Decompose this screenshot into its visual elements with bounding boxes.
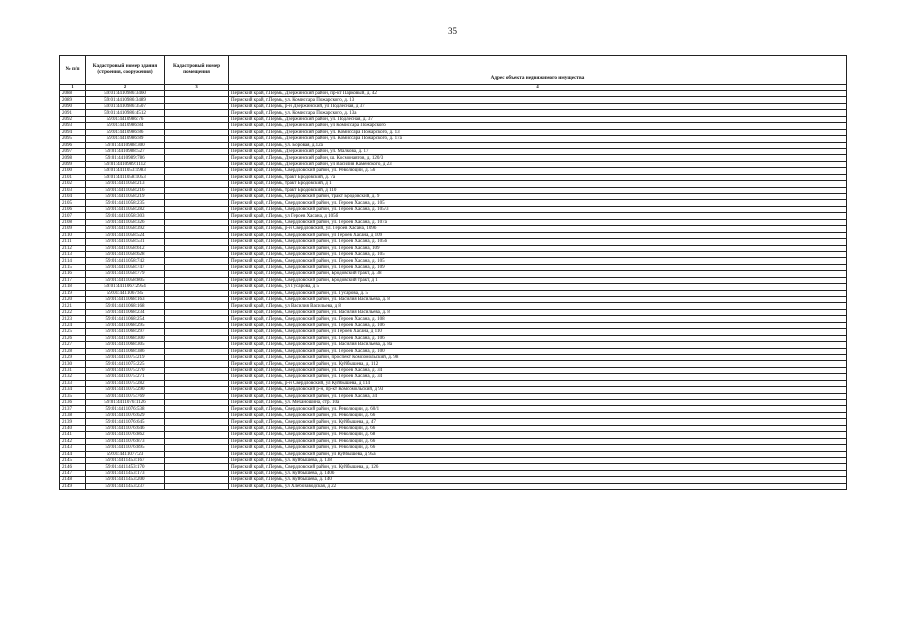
- cadastral-number: 59:01:4410986:86: [86, 129, 165, 135]
- cadastral-number: 59:01:4411068:297: [86, 329, 165, 335]
- cadastral-number: 59:01:4411058:303: [86, 213, 165, 219]
- address: Пермский край, г.Пермь, ул Хлебозаводская, д 22: [229, 483, 847, 489]
- address: Пермский край, г.Пермь, ул. Комиссара Пожарского, д. 13: [229, 97, 847, 103]
- cadastral-number: 59:01:4411058:805: [86, 277, 165, 283]
- cadastral-number: 59:01:4411058:326: [86, 219, 165, 225]
- address: Пермский край, г.Пермь, Свердловский район, ул. Героев Хасана, д. 105: [229, 258, 847, 264]
- row-number: 2130: [60, 361, 86, 367]
- cadastral-number: 59:01:4410986:3507: [86, 103, 165, 109]
- cadastral-number: 59:01:4411058:282: [86, 206, 165, 212]
- row-number: 2090: [60, 103, 86, 109]
- cadastral-number: 59:01:4411058:213: [86, 181, 165, 187]
- cadastral-number: 59:01:4411076:646: [86, 425, 165, 431]
- cadastral-number: 59:01:4410986:76: [86, 116, 165, 122]
- address: Пермский край, г.Пермь, Свердловский район, ул. Революции, д. 60/1: [229, 406, 847, 412]
- address: Пермский край, г.Пермь, Свердловский район, Бродовский тракт, д. 38: [229, 271, 847, 277]
- cadastral-number: 59:01:4411076:895: [86, 445, 165, 451]
- address: Пермский край, г.Пермь, Свердловский район, ул. Героев Хасана, д. 105/3: [229, 206, 847, 212]
- address: Пермский край, г.Пермь, Свердловский район, Бродовский тракт, д 1: [229, 277, 847, 283]
- address: Пермский край, г.Пермь, Свердловский район, ул. Василия Васильева, д. 8: [229, 297, 847, 303]
- cadastral-number: 59:01:4411058:742: [86, 258, 165, 264]
- cadastral-number: 59:01:4411067:2954: [86, 284, 165, 290]
- row-number: 2145: [60, 457, 86, 463]
- cadastral-number: 59:01:4411076:645: [86, 419, 165, 425]
- column-index: 2: [86, 85, 165, 91]
- cadastral-number: 59:01:4411453:170: [86, 464, 165, 470]
- address: Пермский край, г.Пермь, Свердловский район, ул. Героев Хасана, д. 108: [229, 316, 847, 322]
- cadastral-number: 59:01:4411076:862: [86, 432, 165, 438]
- cadastral-number: 59:01:4411058:392: [86, 226, 165, 232]
- row-number: 2098: [60, 155, 86, 161]
- address: Пермский край, г.Пермь, Свердловский район, ул Героев Хасана, д 110: [229, 329, 847, 335]
- address: Пермский край, г.Пермь, ул. Боровая, д.12а: [229, 142, 847, 148]
- address: Пермский край, г.Пермь, Свердловский район, ул. Революции, д. 56: [229, 168, 847, 174]
- cadastral-number: 59:01:4411076:1126: [86, 400, 165, 406]
- cadastral-number: 59:01:4410986:3460: [86, 91, 165, 97]
- address: Пермский край, г.Пермь, Свердловский р-н, пр-кт Комсомольский, д 93: [229, 387, 847, 393]
- row-number: 2134: [60, 387, 86, 393]
- row-number: 2121: [60, 303, 86, 309]
- row-number: 2123: [60, 316, 86, 322]
- cadastral-number: 59:01:4411058:747: [86, 264, 165, 270]
- address: Пермский край, г.Пермь, Свердловский район, ул Героев Хасана, д 109: [229, 232, 847, 238]
- cadastral-number: 59:01:4411058:779: [86, 271, 165, 277]
- cadastral-number: 59:01:4411075:270: [86, 367, 165, 373]
- cadastral-number: 59:01:4411075:271: [86, 374, 165, 380]
- table-header-row: [60, 56, 847, 85]
- column-index: 4: [229, 85, 847, 91]
- row-number: 2146: [60, 464, 86, 470]
- cadastral-number: 59:01:4411068:254: [86, 316, 165, 322]
- row-number: 2129: [60, 354, 86, 360]
- row-number: 2149: [60, 483, 86, 489]
- cadastral-number: 59:01:4411076:538: [86, 406, 165, 412]
- address: Пермский край, г.Пермь, Дзержинский район, ул Комиссара Пожарского: [229, 123, 847, 129]
- row-number: 2132: [60, 374, 86, 380]
- cadastral-number: 59:01:4411058:235: [86, 200, 165, 206]
- header-cadastral-room: Кадастровый номер помещения: [165, 56, 229, 85]
- row-number: 2102: [60, 181, 86, 187]
- address: Пермский край, г.Пермь, Свердловский район, ул. Героев Хасана, д. 107а: [229, 219, 847, 225]
- address: Пермский край, г.Пермь, Свердловский район, ул. Василия Васильева, д. 8: [229, 309, 847, 315]
- cadastral-number: 59:01:4411058:216: [86, 187, 165, 193]
- row-number: 2138: [60, 412, 86, 418]
- cadastral-number: 59:01:4410986:3489: [86, 97, 165, 103]
- row-number: 2109: [60, 226, 86, 232]
- cadastral-number: 59:01:4411075:219: [86, 354, 165, 360]
- row-number: 2114: [60, 258, 86, 264]
- address: Пермский край, г.Пермь, Дзержинский район, ул. Подлесная, д. 37: [229, 116, 847, 122]
- row-number: 2105: [60, 200, 86, 206]
- address: Пермский край, г.Пермь, Свердловский район, ул. Героев Хасана, д. 34: [229, 374, 847, 380]
- cadastral-number: 59:01:4411075:290: [86, 387, 165, 393]
- cadastral-number: 59:01:4411068:300: [86, 335, 165, 341]
- address: Пермский край, г.Пермь, Свердловский район, ул. Куйбышева, д. 47: [229, 419, 847, 425]
- address: Пермский край, г.Пермь, Свердловский район, проспект Комсомольский, д. 98: [229, 354, 847, 360]
- address: Пермский край, г.Пермь, ул. Механошина, стр. 10а: [229, 400, 847, 406]
- row-number: 2096: [60, 142, 86, 148]
- header-address: Адрес объекта недвижимого имущества: [229, 56, 847, 85]
- table-body: [60, 91, 847, 490]
- row-number: 2120: [60, 297, 86, 303]
- row-number: 2111: [60, 239, 86, 245]
- address: Пермский край, г.Пермь, р-н Свердловский, ул Куйбышева, д 114: [229, 380, 847, 386]
- address: Пермский край, г.Пермь, р-н Свердловский, ул. Героев Хасана, 109б: [229, 226, 847, 232]
- address: Пермский край, г.Пермь, Свердловский район, ул. Куйбышева, д. 112: [229, 361, 847, 367]
- cadastral-number: 59:01:4411068:386: [86, 348, 165, 354]
- cadastral-number: 59:01:4411076:629: [86, 412, 165, 418]
- row-number: 2108: [60, 219, 86, 225]
- address: Пермский край, г.Пермь, Свердловский район, ул. Революции, д. 66: [229, 438, 847, 444]
- row-number: 2117: [60, 277, 86, 283]
- row-number: 2141: [60, 432, 86, 438]
- row-number: 2122: [60, 309, 86, 315]
- address: Пермский край, г.Пермь, Свердловский район, ул Куйбышева, д 95а: [229, 451, 847, 457]
- row-number: 2097: [60, 148, 86, 154]
- address: Пермский край, г.Пермь, Свердловский район, ул. Героев Хасана, д. 105: [229, 251, 847, 257]
- row-number: 2133: [60, 380, 86, 386]
- address: Пермский край, г.Пермь, Свердловский район, ул. Героев Хасана, д. 106: [229, 335, 847, 341]
- cadastral-number: 59:01:4411453:200: [86, 477, 165, 483]
- row-number: 2125: [60, 329, 86, 335]
- address: Пермский край, г.Пермь, Свердловский район, ул. Героев Хасана, д. 105б: [229, 239, 847, 245]
- address: Пермский край, г.Пермь, Свердловский район, ул. Революции, д. 66: [229, 412, 847, 418]
- cadastral-number: 59:01:4411453:167: [86, 457, 165, 463]
- row-number: 2140: [60, 425, 86, 431]
- cadastral-number: 59:01:4411075:225: [86, 361, 165, 367]
- cadastral-number: 59:01:4411075:769: [86, 393, 165, 399]
- row-number: 2091: [60, 110, 86, 116]
- address: Пермский край, г.Пермь, ул. Комиссара Пожарского, д. 13а: [229, 110, 847, 116]
- row-number: 2126: [60, 335, 86, 341]
- address: Пермский край, г.Пермь, Свердловский район, ул. Героев Хасана, 34: [229, 393, 847, 399]
- row-number: 2112: [60, 245, 86, 251]
- cadastral-number: 59:01:4411058:219: [86, 194, 165, 200]
- row-number: 2103: [60, 187, 86, 193]
- cadastral-number: 59:01:4410988:527: [86, 148, 165, 154]
- cadastral-number: 59:01:4411058:531: [86, 239, 165, 245]
- cadastral-number: 59:01:4411058:1053: [86, 174, 165, 180]
- cadastral-number: 59:01:4411076:873: [86, 438, 165, 444]
- row-number: 2106: [60, 206, 86, 212]
- cadastral-number: 59:01:4410986:4512: [86, 110, 165, 116]
- address: Пермский край, г.Пермь, Свердловский район, ул. Героев Хасана, 109: [229, 245, 847, 251]
- address: Пермский край, г.Пермь, Свердловский район, ул. Героев Хасана, д. 105: [229, 200, 847, 206]
- cadastral-number: 59:01:4410986:84: [86, 123, 165, 129]
- cadastral-number: 59:01:4410989:786: [86, 155, 165, 161]
- address: Пермский край, г.Пермь, ул Василия Васильева, д 8: [229, 303, 847, 309]
- row-number: 2137: [60, 406, 86, 412]
- address: Пермский край, г.Пермь, Свердловский район, ул. Героев Хасана, д. 100: [229, 348, 847, 354]
- row-number: 2116: [60, 271, 86, 277]
- address: Пермский край, г.Пермь, тракт Бродовский, д. 7а: [229, 174, 847, 180]
- row-number: 2094: [60, 129, 86, 135]
- cadastral-number: 59:01:4411068:295: [86, 322, 165, 328]
- address: Пермский край, г.Пермь, Свердловский район, ул. Революции, д. 66: [229, 425, 847, 431]
- row-number: 2118: [60, 284, 86, 290]
- address: Пермский край, г.Пермь, ул. Куйбышева, д. 140: [229, 477, 847, 483]
- column-index: 1: [60, 85, 86, 91]
- address: Пермский край, г.Пермь, Свердловский район, ул. Гусарова, д. 5: [229, 290, 847, 296]
- address: Пермский край, г.Пермь, Свердловский район, тракт Бродовский, д. 9: [229, 194, 847, 200]
- address: Пермский край, г.Пермь, Свердловский район, ул. Героев Хасана, д. 109: [229, 264, 847, 270]
- cadastral-number: 59:01:4411068:305: [86, 342, 165, 348]
- row-number: 2100: [60, 168, 86, 174]
- cadastral-number: 59:01:4410989:1112: [86, 161, 165, 167]
- cadastral-number: 59:01:4410986:89: [86, 136, 165, 142]
- cadastral-number: 59:01:4411077:23: [86, 451, 165, 457]
- address: Пермский край, г.Пермь, Свердловский район, ул. Героев Хасана, д. 34: [229, 367, 847, 373]
- row-number: 2093: [60, 123, 86, 129]
- address: Пермский край, г.Пермь, Дзержинский район, ул. Комиссара Пожарского, д. 17а: [229, 136, 847, 142]
- row-number: 2104: [60, 194, 86, 200]
- row-number: 2147: [60, 470, 86, 476]
- row-number: 2143: [60, 445, 86, 451]
- cadastral-number: 59:01:4411068:234: [86, 309, 165, 315]
- cadastral-number: 59:01:4411453:173: [86, 470, 165, 476]
- address: Пермский край, г.Пермь, тракт Бродовский, д 1: [229, 181, 847, 187]
- property-table: [59, 55, 847, 490]
- cadastral-number: 59:01:4411068:168: [86, 303, 165, 309]
- address: Пермский край, г.Пермь, ул Гусарова, д 5: [229, 284, 847, 290]
- cadastral-number: 59:01:4411053:1983: [86, 168, 165, 174]
- row-number: 2127: [60, 342, 86, 348]
- address: Пермский край, г.Пермь, Свердловский район, ул. Василия Васильева, д. 8а: [229, 342, 847, 348]
- address: Пермский край, г.Пермь, Свердловский район, ул. Революции, д. 68: [229, 432, 847, 438]
- column-index: 3: [165, 85, 229, 91]
- cadastral-number: 59:01:4411068:163: [86, 297, 165, 303]
- row-number: 2089: [60, 97, 86, 103]
- page-number: 35: [448, 26, 457, 36]
- cadastral-number: 59:01:4411453:237: [86, 483, 165, 489]
- row-number: 2131: [60, 367, 86, 373]
- address: Пермский край, г.Пермь, ул Героев Хасана, д 105б: [229, 213, 847, 219]
- address: Пермский край, г.Пермь, ул. Куйбышева, д. 138: [229, 457, 847, 463]
- cadastral-number: 59:01:4411075:282: [86, 380, 165, 386]
- address: Пермский край, г.Пермь, тракт Бродовский, д 110: [229, 187, 847, 193]
- cadastral-number: 59:01:4411067:85: [86, 290, 165, 296]
- row-number: 2110: [60, 232, 86, 238]
- room-cadastral-number: [165, 483, 229, 489]
- row-number: 2101: [60, 174, 86, 180]
- address: Пермский край, г.Пермь, Дзержинский район, ул. Малкова, д. 17: [229, 148, 847, 154]
- row-number: 2142: [60, 438, 86, 444]
- row-number: 2095: [60, 136, 86, 142]
- row-number: 2113: [60, 251, 86, 257]
- row-number: 2092: [60, 116, 86, 122]
- table-row: [60, 483, 847, 489]
- header-cadastral-building: Кадастровый номер здания (строения, сооружения): [86, 56, 165, 85]
- cadastral-number: 59:01:4411058:628: [86, 251, 165, 257]
- row-number: 2099: [60, 161, 86, 167]
- address: Пермский край, г.Пермь, Свердловский район, ул. Куйбышева, д. 126: [229, 464, 847, 470]
- address: Пермский край, г.Пермь, р-н Дзержинский, ул Подлесная, д 37: [229, 103, 847, 109]
- row-number: 2119: [60, 290, 86, 296]
- row-number: 2107: [60, 213, 86, 219]
- row-number: 2136: [60, 400, 86, 406]
- row-number: 2088: [60, 91, 86, 97]
- row-number: 2139: [60, 419, 86, 425]
- address: Пермский край, г.Пермь, Дзержинский район, ш. Космонавтов, д. 120/3: [229, 155, 847, 161]
- row-number: 2135: [60, 393, 86, 399]
- row-number: 2144: [60, 451, 86, 457]
- address: Пермский край, г.Пермь, Дзержинский район, ул. Комиссара Пожарского, д. 13: [229, 129, 847, 135]
- row-number: 2115: [60, 264, 86, 270]
- row-number: 2148: [60, 477, 86, 483]
- header-num: № п/п: [60, 56, 86, 85]
- address: Пермский край, г.Пермь, Дзержинский район, ул Василия Каменского, д 23: [229, 161, 847, 167]
- row-number: 2128: [60, 348, 86, 354]
- address: Пермский край, г.Пермь, ул. Куйбышева, д. 140б: [229, 470, 847, 476]
- address: Пермский край, г.Пермь, Свердловский район, ул. Героев Хасана, д. 106: [229, 322, 847, 328]
- address: Пермский край, г.Пермь, Дзержинский район, пр-кт Парковый, д. 42: [229, 91, 847, 97]
- cadastral-number: 59:01:4411058:612: [86, 245, 165, 251]
- cadastral-number: 59:01:4411058:524: [86, 232, 165, 238]
- cadastral-number: 59:01:4410988:300: [86, 142, 165, 148]
- row-number: 2124: [60, 322, 86, 328]
- address: Пермский край, г.Пермь, Свердловский район, ул. Революции, д. 66: [229, 445, 847, 451]
